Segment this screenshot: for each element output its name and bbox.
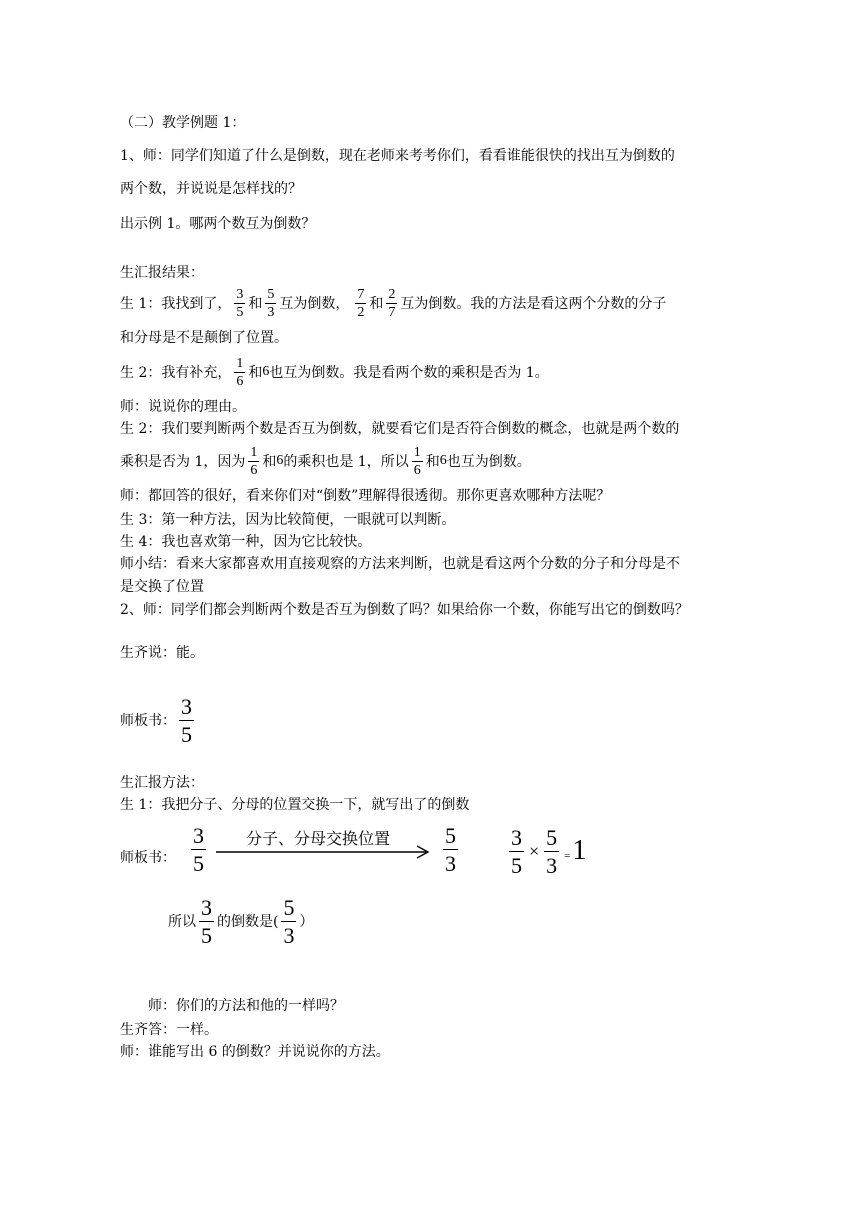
paragraph-1-line-1: 1、师：同学们知道了什么是倒数，现在老师来考考你们，看看谁能很快的找出互为倒数的 [120,148,675,164]
fraction-1-6: $\frac{1}{6}$ [236,355,244,389]
product-equation [506,822,586,880]
reason-suffix: 也互为倒数。 [446,454,531,470]
conclusion-fraction-5-3: $\frac{5}{3}$ [283,894,295,948]
board-fraction-3-5-b: 3 5 [193,823,204,876]
times-symbol: × [529,840,540,861]
student-2-six: 6 [262,364,270,379]
reason-and-1: 和 [262,454,277,470]
board-writing-1 [120,690,197,750]
student-2-answer [120,352,549,392]
arrow-label: 分子、分母交换位置 [246,829,391,848]
student-2-and: 和 [248,365,263,381]
teacher-ask-six: 师：谁能写出 6 的倒数？并说说你的方法。 [120,1044,390,1060]
conclusion-line [168,892,313,950]
paragraph-2: 2、师：同学们都会判断两个数是否互为倒数了吗？如果给你一个数，你能写出它的倒数吗？ [120,602,689,618]
student-2-reason-line-1: 生 2：我们要判断两个数是否互为倒数，就要看它们是否符合倒数的概念，也就是两个数的 [120,421,680,437]
reason-and-2: 和 [425,454,440,470]
fraction-3-5: $\frac{3}{5}$ [236,286,244,320]
reason-prefix: 乘积是否为 1，因为 [120,454,246,470]
conclusion-mid: 的倒数是( [217,914,279,930]
students-say: 生齐说：能。 [120,645,204,661]
teacher-summary-line-1: 师小结：看来大家都喜欢用直接观察的方法来判断，也就是看这两个分数的分子和分母是不 [120,556,680,572]
example-prompt: 出示例 1。哪两个数互为倒数？ [120,216,316,232]
equals-symbol: = [564,850,571,862]
reason-six-2: 6 [439,453,447,468]
board-label-2: 师板书： [120,850,176,866]
reason-mid: 的乘积也是 1，所以 [283,454,409,470]
student-3-answer: 生 3：第一种方法，因为比较简便，一眼就可以判断。 [120,512,456,528]
reason-six-1: 6 [276,453,284,468]
paragraph-1-line-2: 两个数，并说说是怎样找的？ [120,181,302,197]
student-1-answer [120,283,666,323]
student-1-and-2: 和 [369,296,384,312]
conclusion-suffix: ） [299,914,314,930]
teacher-ask-same: 师：你们的方法和他的一样吗？ [148,998,344,1014]
student-2-prefix: 生 2：我有补充， [120,365,232,381]
fraction-5-3: $\frac{5}{3}$ [267,286,275,320]
student-1-and-1: 和 [248,296,263,312]
fraction-1-6-b: $\frac{1}{6}$ [413,444,421,478]
student-1-suffix: 互为倒数。我的方法是看这两个分数的分子 [400,296,667,312]
student-1-mid: 互为倒数， [279,296,350,312]
teacher-summary-line-2: 是交换了位置 [120,579,204,595]
conclusion-fraction-3-5: $\frac{3}{5}$ [201,894,212,948]
conclusion-prefix: 所以 [168,914,196,930]
students-answer: 生齐答：一样。 [120,1022,218,1038]
teacher-ask-reason: 师：说说你的理由。 [120,399,246,415]
fraction-1-6-a: $\frac{1}{6}$ [250,444,258,478]
product-fraction-3-5: $\frac{3}{5}$ [511,824,522,878]
product-result: 1 [572,835,587,866]
fraction-7-2: $\frac{7}{2}$ [357,286,365,320]
report-method-heading: 生汇报方法： [120,775,204,791]
teacher-praise: 师：都回答的很好，看来你们对“倒数”理解得很透彻。那你更喜欢哪种方法呢？ [120,488,611,504]
student-2-suffix: 也互为倒数。我是看两个数的乘积是否为 1。 [269,365,549,381]
section-heading: （二）教学例题 1： [120,115,246,131]
board-fraction-3-5: $\frac{3}{5}$ [181,693,192,747]
student-1-line-2: 和分母是不是颠倒了位置。 [120,330,288,346]
student-2-reason-line-2 [120,441,531,481]
arrow-right-icon [214,845,436,859]
student-1-method: 生 1：我把分子、分母的位置交换一下，就写出了的倒数 [120,797,470,813]
student-1-prefix: 生 1：我找到了， [120,296,232,312]
product-fraction-5-3: $\frac{5}{3}$ [546,824,558,878]
report-heading: 生汇报结果： [120,265,204,281]
fraction-2-7: $\frac{2}{7}$ [388,286,396,320]
student-4-answer: 生 4：我也喜欢第一种，因为它比较快。 [120,534,372,550]
board-fraction-5-3: 5 3 [445,823,456,876]
board-label-1: 师板书： [120,713,176,729]
